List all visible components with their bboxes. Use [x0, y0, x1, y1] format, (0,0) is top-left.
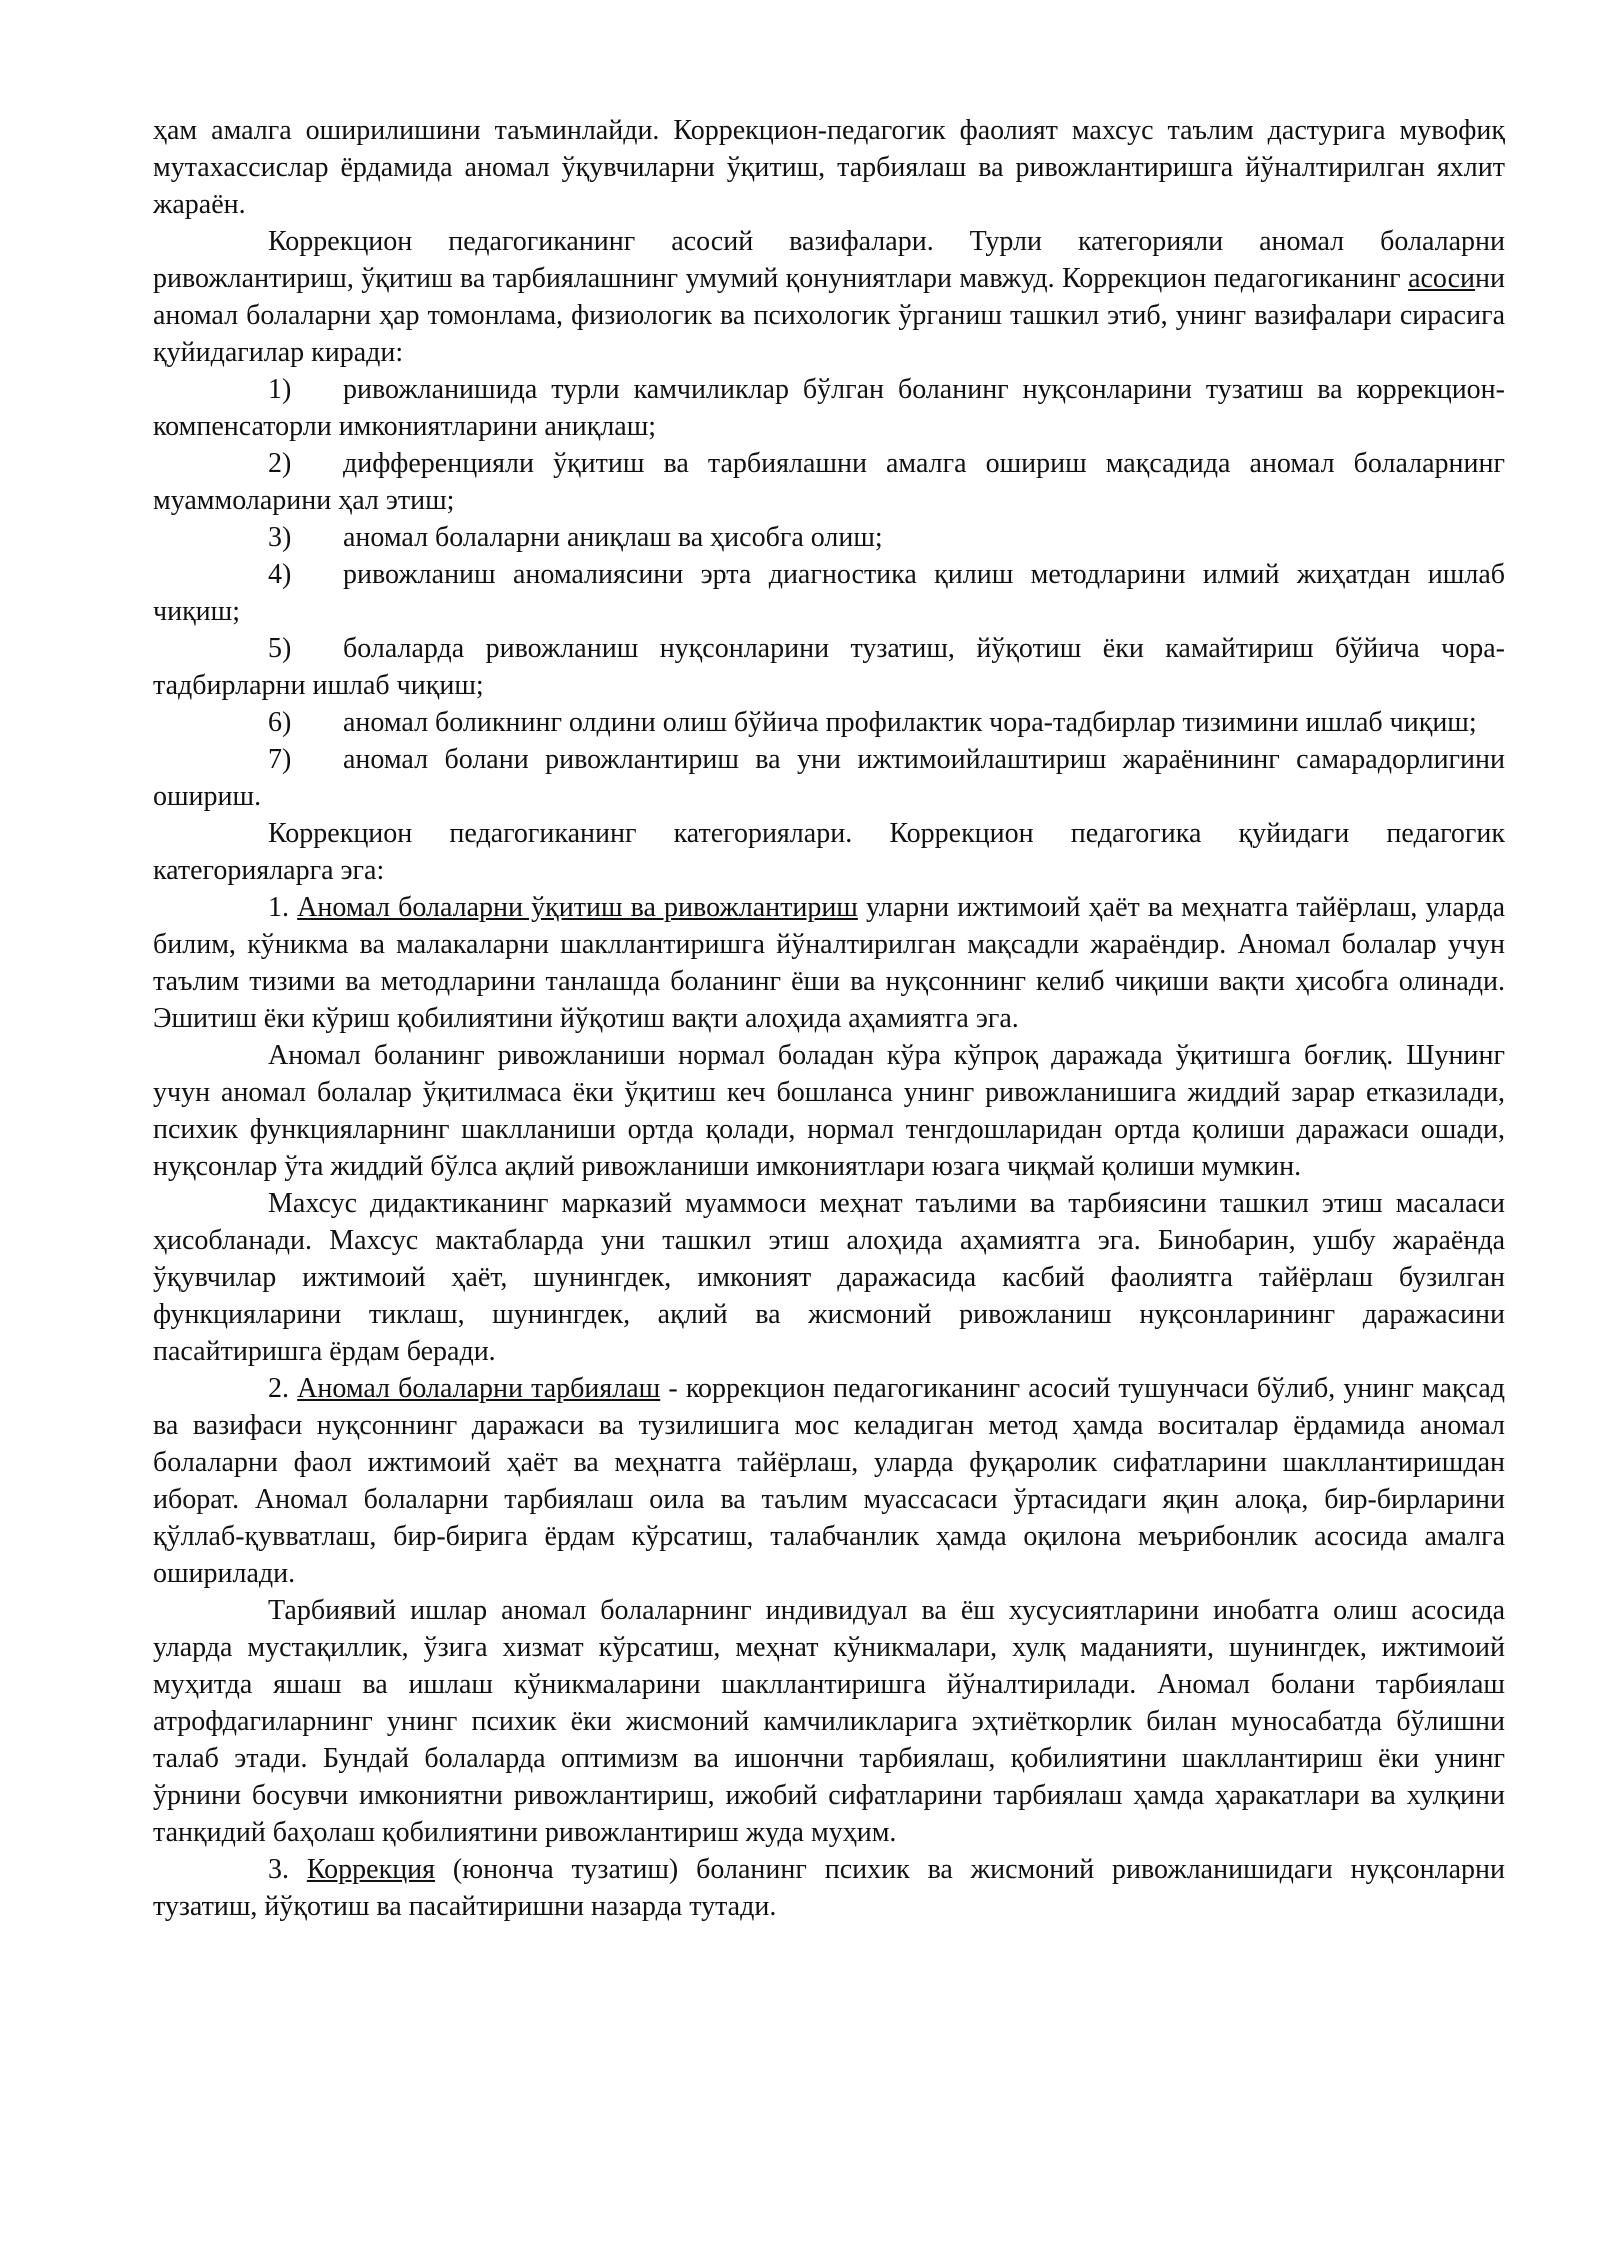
- category-2-number: 2.: [268, 1373, 289, 1404]
- list-item-text: аномал болани ривожлантириш ва уни ижтимоийлаштириш жараёнининг самарадорлигини ошириш.: [153, 744, 1505, 812]
- paragraph-category-3: [153, 1851, 1505, 1925]
- paragraph-category-1: [153, 889, 1505, 1037]
- paragraph-normal-development: Аномал боланинг ривожланиши нормал боладан кўра кўпроқ даражада ўқитишга боғлиқ. Шунинг учун аномал болалар ўқитилмаса ёки ўқитиш кеч бошланса унинг ривожланишига жиддий зарар етказилади, психик функцияларнинг шаклланиши ортда қолади, нормал тенгдошларидан ортда қолиши даражаси ошади, нуқсонлар ўта жиддий бўлса ақлий ривожланиши имкониятлари юзага чиқмай қолиши мумкин.: [153, 1040, 1505, 1182]
- list-item: [153, 741, 1505, 815]
- paragraph-category-2: [153, 1370, 1505, 1592]
- list-item: [153, 556, 1505, 630]
- category-1-text: уларни ижтимоий ҳаёт ва меҳнатга тайёрлаш, уларда билим, кўникма ва малакаларни шакллантиришга йўналтирилган мақсадли жараёндир. Аномал болалар учун таълим тизими ва методларини танлашда боланинг ёши ва нуқсоннинг келиб чиқиши вақти ҳисобга олинади. Эшитиш ёки кўриш қобилиятини йўқотиш вақти алоҳида аҳамиятга эга.: [153, 892, 1506, 1034]
- paragraph-intro: ҳам амалга оширилишини таъминлайди. Коррекцион-педагогик фаолият махсус таълим дастурига мувофиқ мутахассислар ёрдамида аномал ўқувчиларни ўқитиш, тарбиялаш ва ривожлантиришга йўналтирилган яхлит жараён.: [153, 115, 1505, 220]
- category-2-text: - коррекцион педагогиканинг асосий тушунчаси бўлиб, унинг мақсад ва вазифаси нуқсоннинг даражаси ва тузилишига мос келадиган метод ҳамда воситалар ёрдамида аномал болаларни фаол ижтимоий ҳаёт ва меҳнатга тайёрлаш, уларда фуқаролик сифатларини шакллантиришдан иборат. Аномал болаларни тарбиялаш оила ва таълим муассасаси ўртасидаги яқин алоқа, бир-бирларини қўллаб-қувватлаш, бир-бирига ёрдам кўрсатиш, талабчанлик ҳамда оқилона меърибонлик асосида амалга оширилади.: [153, 1373, 1505, 1589]
- list-item-text: аномал боликнинг олдини олиш бўйича профилактик чора-тадбирлар тизимини ишлаб чиқиш;: [343, 707, 1477, 738]
- list-item: [153, 519, 1505, 556]
- paragraph-upbringing: Тарбиявий ишлар аномал болаларнинг индивидуал ва ёш хусусиятларини инобатга олиш асосида уларда мустақиллик, ўзига хизмат кўрсатиш, меҳнат кўникмалари, хулқ маданияти, шунингдек, ижтимоий муҳитда яшаш ва ишлаш кўникмаларини шакллантиришга йўналтирилади. Аномал болани тарбиялаш атрофдагиларнинг унинг психик ёки жисмоний камчиликларига эҳтиёткорлик билан муносабатда бўлишни талаб этади. Бундай болаларда оптимизм ва ишончни тарбиялаш, қобилиятини шакллантириш ёки унинг ўрнини босувчи имкониятни ривожлантириш, ижобий сифатларини тарбиялаш ҳамда ҳаракатлари ва хулқини танқидий баҳолаш қобилиятини ривожлантириш жуда муҳим.: [153, 1595, 1505, 1848]
- list-item-text: аномал болаларни аниқлаш ва ҳисобга олиш;: [343, 522, 883, 553]
- list-item-number: 1): [268, 374, 292, 405]
- category-1-term: Аномал болаларни ўқитиш ва ривожлантириш: [297, 892, 858, 923]
- list-item-number: 3): [268, 522, 292, 553]
- category-2-term: Аномал болаларни тарбиялаш: [297, 1373, 661, 1404]
- category-1-number: 1.: [268, 892, 289, 923]
- category-3-term: Коррекция: [306, 1854, 436, 1885]
- list-item-number: 5): [268, 633, 292, 664]
- list-item: [153, 371, 1505, 445]
- list-item: [153, 704, 1505, 741]
- list-item: [153, 630, 1505, 704]
- list-item-number: 7): [268, 744, 292, 775]
- category-3-text: (юнонча тузатиш) боланинг психик ва жисмоний ривожланишидаги нуқсонларни тузатиш, йўқотиш ва пасайтиришни назарда тутади.: [153, 1854, 1505, 1922]
- tasks-heading-rest: ни аномал болаларни ҳар томонлама, физиологик ва психологик ўрганиш ташкил этиб, унинг вазифалари сирасига қуйидагилар киради:: [153, 263, 1505, 368]
- tasks-heading-text: Коррекцион педагогиканинг асосий вазифалари. Турли категорияли аномал болаларни ривожлантириш, ўқитиш ва тарбиялашнинг умумий қонуниятлари мавжуд. Коррекцион педагогиканинг: [153, 226, 1505, 294]
- list-item-text: дифференцияли ўқитиш ва тарбиялашни амалга ошириш мақсадида аномал болаларнинг муаммоларини ҳал этиш;: [153, 448, 1505, 516]
- list-item-number: 6): [268, 707, 292, 738]
- list-item: [153, 445, 1505, 519]
- category-3-number: 3.: [268, 1854, 289, 1885]
- paragraph-tasks-heading: [153, 223, 1505, 371]
- list-item-number: 4): [268, 559, 292, 590]
- paragraph-categories-intro: Коррекцион педагогиканинг категориялари. Коррекцион педагогика қуйидаги педагогик категорияларга эга:: [153, 818, 1505, 886]
- list-item-text: ривожланишида турли камчиликлар бўлган боланинг нуқсонларини тузатиш ва коррекцион-компенсаторли имкониятларини аниқлаш;: [153, 374, 1505, 442]
- list-item-number: 2): [268, 448, 292, 479]
- underlined-word-asosi: асоси: [1408, 263, 1476, 294]
- list-item-text: болаларда ривожланиш нуқсонларини тузатиш, йўқотиш ёки камайтириш бўйича чора-тадбирларни ишлаб чиқиш;: [153, 633, 1505, 701]
- paragraph-special-didactics: Махсус дидактиканинг марказий муаммоси меҳнат таълими ва тарбиясини ташкил этиш масаласи ҳисобланади. Махсус мактабларда уни ташкил этиш алоҳида аҳамиятга эга. Бинобарин, ушбу жараёнда ўқувчилар ижтимоий ҳаёт, шунингдек, имконият даражасида касбий фаолиятга тайёрлаш бузилган функцияларини тиклаш, шунингдек, ақлий ва жисмоний ривожланиш нуқсонларининг даражасини пасайтиришга ёрдам беради.: [153, 1188, 1505, 1367]
- list-item-text: ривожланиш аномалиясини эрта диагностика қилиш методларини илмий жиҳатдан ишлаб чиқиш;: [153, 559, 1505, 627]
